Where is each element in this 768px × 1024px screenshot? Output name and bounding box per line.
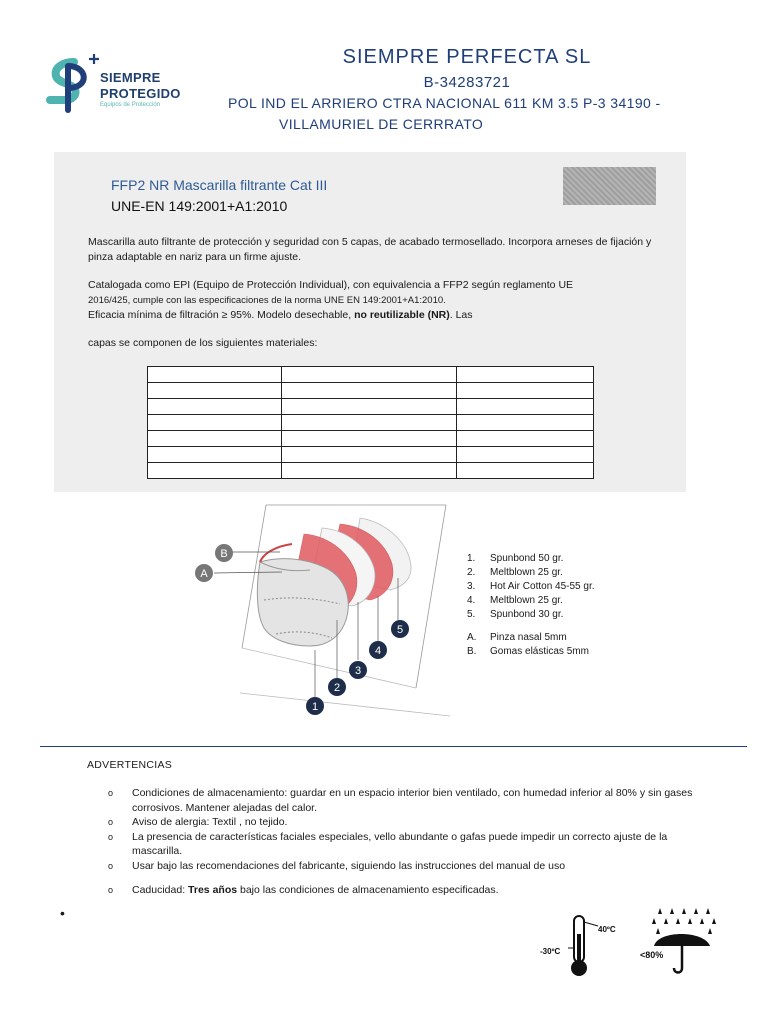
badge-1 — [306, 697, 324, 715]
table-row — [148, 399, 594, 415]
badge-b — [215, 544, 233, 562]
warnings-list — [108, 786, 704, 898]
materials-table — [147, 366, 594, 479]
list-bullet: o — [108, 860, 114, 871]
badge-3-label: 3 — [354, 665, 362, 677]
table-cell — [282, 415, 457, 431]
table-cell — [457, 415, 594, 431]
legend-item: 2. Meltblown 25 gr. — [467, 567, 563, 578]
layers-legend — [467, 552, 595, 659]
expiry-value: Tres años — [188, 884, 238, 896]
badge-5-label: 5 — [396, 624, 404, 636]
table-cell — [148, 383, 282, 399]
product-description-3: capas se componen de los siguientes materiales: — [88, 337, 318, 349]
legend-part: A. Pinza nasal 5mm — [467, 632, 567, 643]
list-item-expiry: o Caducidad: Tres años bajo las condiciones de almacenamiento especificadas. — [108, 884, 499, 896]
product-description-2 — [88, 278, 678, 323]
table-cell — [457, 463, 594, 479]
table-cell — [457, 367, 594, 383]
table-cell — [282, 463, 457, 479]
table-cell — [457, 447, 594, 463]
table-cell — [282, 447, 457, 463]
product-description-1: Mascarilla auto filtrante de protección y seguridad con 5 capas, de acabado termosellado. Incorpora arneses de fijación y pinza adaptable en nariz para un firme ajuste. — [88, 236, 652, 263]
product-description-2-line-b: 2016/425, cumple con las especificaciones de la norma UNE EN 149:2001+A1:2010. — [88, 295, 446, 306]
list-item: o Usar bajo las recomendaciones del fabricante, siguiendo las instrucciones del manual de uso — [108, 859, 566, 872]
figure-frame-right — [416, 505, 446, 688]
filtration-text: Eficacia mínima de filtración ≥ 95%. Modelo desechable, — [88, 309, 355, 321]
table-row — [148, 415, 594, 431]
product-description-2-line-a: Catalogada como EPI (Equipo de Protección Individual), con equivalencia a FFP2 según reglamento UE — [88, 279, 574, 291]
thermo-min-label: -30ºC — [540, 947, 561, 956]
humidity-label: <80% — [640, 950, 664, 960]
table-cell — [457, 431, 594, 447]
table-cell — [148, 415, 282, 431]
non-reusable-text: no reutilizable (NR) — [354, 309, 450, 321]
list-bullet: o — [108, 788, 114, 798]
table-cell — [282, 399, 457, 415]
sp-logo-icon — [44, 52, 100, 114]
table-cell — [148, 431, 282, 447]
badge-4-label: 4 — [374, 645, 382, 657]
product-description-2-line-c — [88, 308, 678, 323]
table-cell — [148, 447, 282, 463]
table-row — [148, 367, 594, 383]
list-item: o Condiciones de almacenamiento: guardar en un espacio interior bien ventilado, con humedad inferior al 80% y sin gases corrosivos. Mantener alejadas del calor. — [108, 787, 693, 814]
table-row — [148, 431, 594, 447]
legend-part: B. Gomas elásticas 5mm — [467, 646, 589, 657]
table-cell — [282, 431, 457, 447]
badge-1-label: 1 — [311, 701, 319, 713]
product-standard: UNE-EN 149:2001+A1:2010 — [111, 198, 288, 214]
table-cell — [148, 463, 282, 479]
badge-2-label: 2 — [333, 682, 341, 694]
stray-bullet: • — [60, 905, 65, 921]
table-cell — [457, 399, 594, 415]
company-address-line-2: VILLAMURIEL DE CERRRATO — [279, 116, 484, 132]
thermo-max-label: 40ºC — [598, 925, 616, 934]
company-logo — [44, 52, 194, 114]
legend-item: 1. Spunbond 50 gr. — [467, 553, 564, 564]
legend-item: 4. Meltblown 25 gr. — [467, 595, 563, 606]
table-row — [148, 383, 594, 399]
thermometer-icon — [538, 912, 626, 978]
list-bullet: o — [108, 831, 114, 842]
list-item: o La presencia de características faciales especiales, vello abundante o gafas puede impedir un correcto ajuste de la mascarilla. — [108, 830, 668, 857]
company-name: SIEMPRE PERFECTA SL — [342, 46, 592, 68]
mask-layers-figure — [180, 500, 460, 725]
table-cell — [282, 383, 457, 399]
table-cell — [457, 383, 594, 399]
logo-line-1: SIEMPRE — [100, 70, 161, 85]
badge-a — [195, 564, 213, 582]
filtration-text-end: . Las — [449, 309, 473, 321]
list-bullet: o — [108, 817, 114, 827]
badge-a-label: A — [200, 568, 208, 580]
list-item: o Aviso de alergia: Textil , no tejido. — [108, 816, 288, 828]
table-row — [148, 447, 594, 463]
table-cell — [148, 399, 282, 415]
badge-2 — [328, 678, 346, 696]
badge-5 — [391, 620, 409, 638]
section-divider — [40, 746, 747, 747]
company-address-line-1: POL IND EL ARRIERO CTRA NACIONAL 611 KM 3.5 P-3 34190 - — [228, 95, 661, 111]
product-image-placeholder — [563, 167, 656, 205]
table-cell — [148, 367, 282, 383]
figure-frame-bottom — [242, 648, 416, 688]
logo-line-2: PROTEGIDO — [100, 86, 181, 101]
company-cif: B-34283721 — [423, 74, 511, 91]
logo-tagline: Equipos de Protección — [100, 102, 161, 108]
badge-4 — [369, 641, 387, 659]
table-cell — [282, 367, 457, 383]
legend-item: 5. Spunbond 30 gr. — [467, 609, 564, 620]
legend-item: 3. Hot Air Cotton 45-55 gr. — [467, 581, 595, 592]
umbrella-rain-icon — [638, 906, 724, 976]
figure-frame-base — [240, 693, 450, 716]
warnings-title: ADVERTENCIAS — [87, 759, 173, 771]
product-title: FFP2 NR Mascarilla filtrante Cat III — [111, 177, 328, 193]
badge-b-label: B — [220, 548, 228, 560]
table-row — [148, 463, 594, 479]
list-bullet: o — [108, 885, 114, 895]
badge-3 — [349, 661, 367, 679]
